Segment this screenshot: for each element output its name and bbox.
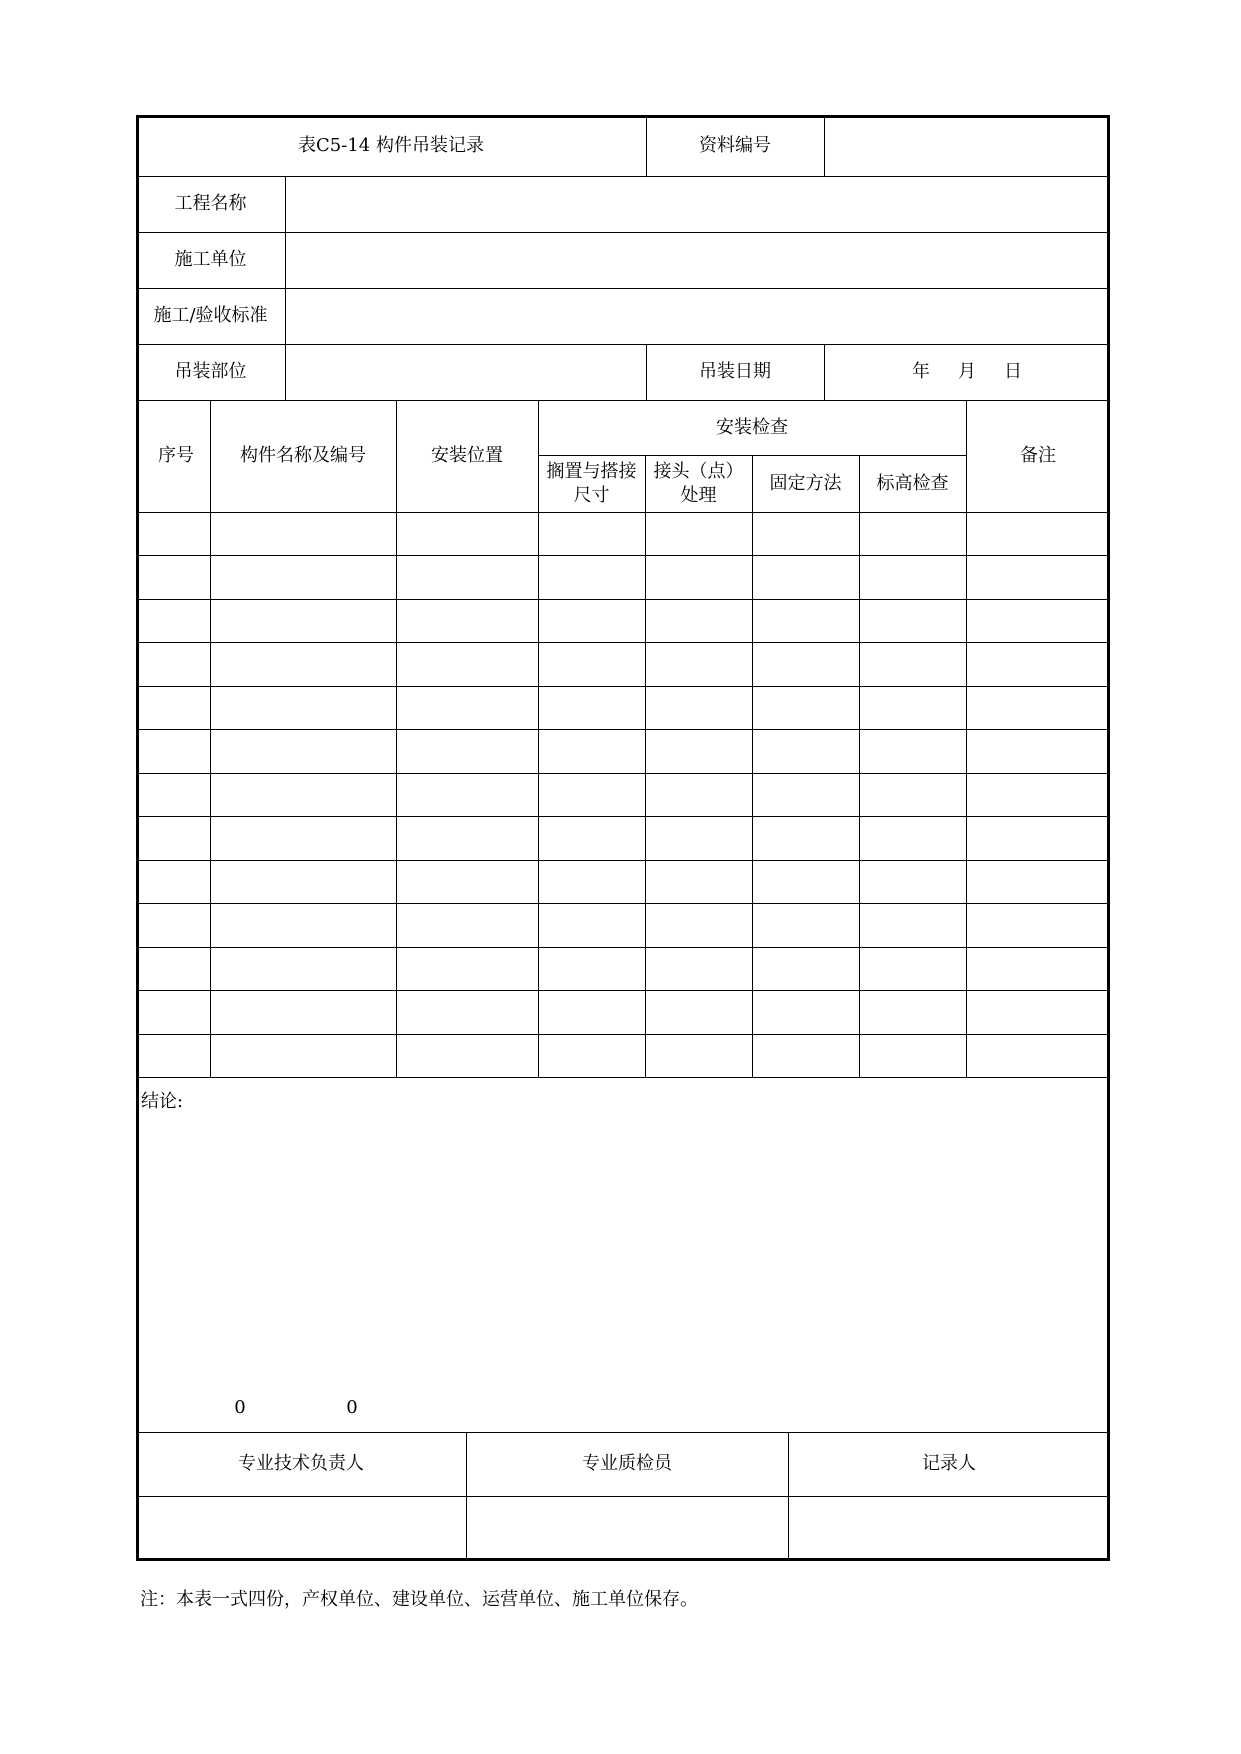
table-cell-remarks[interactable] [968, 601, 1108, 640]
col-header-position: 安装位置 [431, 445, 503, 466]
table-cell-name[interactable] [212, 775, 394, 814]
table-cell-seq[interactable] [138, 862, 208, 901]
divider [136, 599, 1110, 600]
table-cell-name[interactable] [212, 644, 394, 684]
table-cell-bearing[interactable] [540, 905, 643, 945]
table-cell-bearing[interactable] [540, 818, 643, 858]
table-cell-bearing[interactable] [540, 1036, 643, 1075]
table-cell-remarks[interactable] [968, 731, 1108, 771]
divider [136, 947, 1110, 948]
table-cell-joint[interactable] [647, 601, 750, 640]
table-cell-joint[interactable] [647, 992, 750, 1032]
table-cell-seq[interactable] [138, 601, 208, 640]
table-cell-remarks[interactable] [968, 1036, 1108, 1075]
table-cell-position[interactable] [398, 731, 536, 771]
col-header-bearing: 搁置与搭接尺寸 [546, 460, 637, 506]
table-cell-position[interactable] [398, 775, 536, 814]
table-cell-seq[interactable] [138, 557, 208, 597]
table-cell-position[interactable] [398, 557, 536, 597]
table-cell-joint[interactable] [647, 1036, 750, 1075]
recorder-label: 记录人 [922, 1453, 976, 1474]
table-cell-elevation[interactable] [861, 688, 964, 727]
construction-unit-field[interactable] [285, 232, 1110, 288]
divider [136, 512, 1110, 513]
divider [136, 860, 1110, 861]
tech-lead-signature-field[interactable] [136, 1496, 466, 1561]
table-cell-bearing[interactable] [540, 644, 643, 684]
table-cell-fixing[interactable] [754, 731, 857, 771]
table-cell-bearing[interactable] [540, 992, 643, 1032]
table-cell-joint[interactable] [647, 731, 750, 771]
table-cell-seq[interactable] [138, 1036, 208, 1075]
table-cell-name[interactable] [212, 557, 394, 597]
table-cell-elevation[interactable] [861, 601, 964, 640]
table-cell-elevation[interactable] [861, 862, 964, 901]
tech-lead-label: 专业技术负责人 [238, 1453, 364, 1474]
col-group-install-check: 安装检查 [716, 416, 788, 438]
table-cell-name[interactable] [212, 601, 394, 640]
table-cell-position[interactable] [398, 818, 536, 858]
table-cell-elevation[interactable] [861, 557, 964, 597]
footnote: 注：本表一式四份，产权单位、建设单位、运营单位、施工单位保存。 [140, 1589, 698, 1610]
table-cell-name[interactable] [212, 818, 394, 858]
table-cell-seq[interactable] [138, 818, 208, 858]
divider [136, 816, 1110, 817]
table-cell-remarks[interactable] [968, 514, 1108, 553]
table-cell-elevation[interactable] [861, 644, 964, 684]
table-cell-fixing[interactable] [754, 862, 857, 901]
table-cell-name[interactable] [212, 1036, 394, 1075]
col-header-name: 构件名称及编号 [240, 445, 366, 466]
project-name-field[interactable] [285, 176, 1110, 232]
table-cell-joint[interactable] [647, 644, 750, 684]
hoist-location-field[interactable] [285, 344, 646, 400]
table-cell-bearing[interactable] [540, 775, 643, 814]
conclusion-value-a: 0 [234, 1397, 246, 1418]
divider [136, 773, 1110, 774]
table-cell-seq[interactable] [138, 775, 208, 814]
table-cell-position[interactable] [398, 644, 536, 684]
table-cell-seq[interactable] [138, 688, 208, 727]
table-cell-name[interactable] [212, 862, 394, 901]
hoist-date-label: 吊装日期 [699, 361, 771, 382]
table-cell-elevation[interactable] [861, 905, 964, 945]
table-cell-bearing[interactable] [540, 949, 643, 988]
table-cell-position[interactable] [398, 905, 536, 945]
table-cell-elevation[interactable] [861, 1036, 964, 1075]
divider [752, 455, 753, 1077]
table-cell-position[interactable] [398, 1036, 536, 1075]
table-cell-elevation[interactable] [861, 514, 964, 553]
table-cell-fixing[interactable] [754, 818, 857, 858]
conclusion-label: 结论: [141, 1091, 184, 1112]
divider [136, 1077, 1110, 1078]
table-cell-elevation[interactable] [861, 818, 964, 858]
table-cell-remarks[interactable] [968, 775, 1108, 814]
table-cell-joint[interactable] [647, 905, 750, 945]
project-name-label: 工程名称 [174, 193, 247, 214]
hoist-location-label: 吊装部位 [174, 361, 247, 382]
table-cell-remarks[interactable] [968, 644, 1108, 684]
table-cell-fixing[interactable] [754, 992, 857, 1032]
col-header-seq: 序号 [158, 445, 194, 466]
divider [136, 990, 1110, 991]
divider [136, 1034, 1110, 1035]
construction-unit-label: 施工单位 [174, 249, 247, 270]
table-cell-name[interactable] [212, 905, 394, 945]
table-cell-joint[interactable] [647, 949, 750, 988]
inspector-label: 专业质检员 [582, 1453, 672, 1474]
date-day-label: 日 [1004, 361, 1022, 382]
table-cell-fixing[interactable] [754, 601, 857, 640]
divider [136, 555, 1110, 556]
table-cell-seq[interactable] [138, 514, 208, 553]
table-cell-joint[interactable] [647, 514, 750, 553]
table-cell-seq[interactable] [138, 905, 208, 945]
col-header-elevation: 标高检查 [876, 472, 949, 494]
divider [645, 455, 646, 1077]
table-cell-position[interactable] [398, 601, 536, 640]
table-cell-position[interactable] [398, 862, 536, 901]
hoist-date-field[interactable] [824, 344, 1110, 400]
table-cell-bearing[interactable] [540, 601, 643, 640]
table-cell-joint[interactable] [647, 775, 750, 814]
table-cell-name[interactable] [212, 949, 394, 988]
table-cell-position[interactable] [398, 514, 536, 553]
table-cell-position[interactable] [398, 688, 536, 727]
table-cell-fixing[interactable] [754, 1036, 857, 1075]
table-cell-name[interactable] [212, 731, 394, 771]
table-cell-remarks[interactable] [968, 992, 1108, 1032]
col-header-fixing: 固定方法 [769, 472, 842, 494]
date-year-label: 年 [912, 361, 930, 382]
form-title: 表C5-14 构件吊装记录 [298, 134, 484, 156]
table-cell-remarks[interactable] [968, 557, 1108, 597]
table-cell-elevation[interactable] [861, 775, 964, 814]
table-cell-fixing[interactable] [754, 514, 857, 553]
table-cell-fixing[interactable] [754, 688, 857, 727]
table-cell-bearing[interactable] [540, 731, 643, 771]
table-cell-name[interactable] [212, 514, 394, 553]
table-cell-name[interactable] [212, 688, 394, 727]
standard-field[interactable] [285, 288, 1110, 344]
table-cell-position[interactable] [398, 949, 536, 988]
divider [136, 903, 1110, 904]
recorder-signature-field[interactable] [788, 1496, 1110, 1561]
divider [136, 686, 1110, 687]
table-cell-seq[interactable] [138, 949, 208, 988]
divider [136, 729, 1110, 730]
table-cell-seq[interactable] [138, 644, 208, 684]
table-cell-remarks[interactable] [968, 862, 1108, 901]
col-header-joint: 接头（点）处理 [653, 460, 744, 506]
divider [859, 455, 860, 1077]
table-cell-elevation[interactable] [861, 949, 964, 988]
table-cell-joint[interactable] [647, 862, 750, 901]
table-cell-remarks[interactable] [968, 688, 1108, 727]
table-cell-bearing[interactable] [540, 514, 643, 553]
table-cell-remarks[interactable] [968, 949, 1108, 988]
divider [538, 400, 539, 1077]
doc-number-label: 资料编号 [699, 134, 771, 156]
date-month-label: 月 [958, 361, 976, 382]
conclusion-value-b: 0 [346, 1397, 358, 1418]
table-cell-fixing[interactable] [754, 644, 857, 684]
table-cell-seq[interactable] [138, 731, 208, 771]
table-cell-bearing[interactable] [540, 688, 643, 727]
table-cell-name[interactable] [212, 992, 394, 1032]
table-cell-elevation[interactable] [861, 731, 964, 771]
table-cell-joint[interactable] [647, 818, 750, 858]
doc-number-field[interactable] [824, 115, 1110, 176]
table-cell-position[interactable] [398, 992, 536, 1032]
table-cell-elevation[interactable] [861, 992, 964, 1032]
table-cell-remarks[interactable] [968, 818, 1108, 858]
table-cell-fixing[interactable] [754, 775, 857, 814]
standard-label: 施工/验收标准 [153, 305, 268, 326]
table-cell-joint[interactable] [647, 557, 750, 597]
table-cell-seq[interactable] [138, 992, 208, 1032]
table-cell-bearing[interactable] [540, 557, 643, 597]
col-header-remarks: 备注 [1020, 445, 1056, 466]
table-cell-joint[interactable] [647, 688, 750, 727]
table-cell-bearing[interactable] [540, 862, 643, 901]
inspector-signature-field[interactable] [466, 1496, 788, 1561]
table-cell-fixing[interactable] [754, 557, 857, 597]
table-cell-fixing[interactable] [754, 905, 857, 945]
conclusion-area[interactable] [139, 1079, 1107, 1430]
table-cell-remarks[interactable] [968, 905, 1108, 945]
table-cell-fixing[interactable] [754, 949, 857, 988]
divider [136, 642, 1110, 643]
